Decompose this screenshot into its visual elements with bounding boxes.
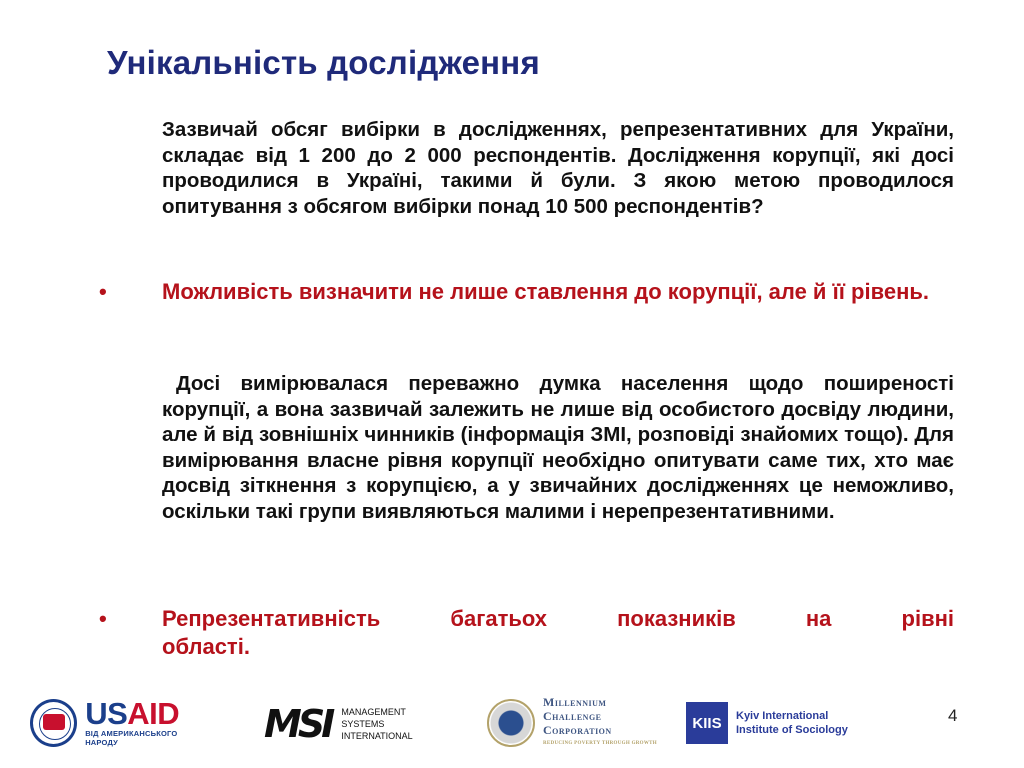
bullet-item-2 <box>99 605 954 661</box>
usaid-subtitle: ВІД АМЕРИКАНСЬКОГО НАРОДУ <box>85 729 178 747</box>
msi-mark-icon: MSI <box>264 702 332 746</box>
bullet-text <box>162 605 954 661</box>
mcc-tagline: REDUCING POVERTY THROUGH GROWTH <box>543 741 657 746</box>
bullet-marker: • <box>99 279 107 304</box>
page-number: 4 <box>948 706 958 725</box>
kiis-logo <box>686 702 866 744</box>
bullet-marker: • <box>99 606 107 631</box>
mcc-seal-icon <box>487 699 535 747</box>
slide-title: Унікальність дослідження <box>107 44 540 81</box>
intro-paragraph: Зазвичай обсяг вибірки в дослідженнях, репрезентативних для України, складає від 1 200 до 2 000 респондентів. Дослідження корупції, які досі проводилися в Україні, такими й були. З якою метою проводилося опитування з обсягом вибірки понад 10 500 респондентів? <box>162 118 954 218</box>
bullet-item-1 <box>99 278 954 306</box>
usaid-seal-icon <box>30 699 77 747</box>
mcc-name: Millennium Challenge Corporation REDUCING POVERTY THROUGH GROWTH <box>543 695 657 751</box>
bullet-text: Можливість визначити не лише ставлення до корупції, але й її рівень. <box>162 279 930 304</box>
usaid-wordmark: USAID <box>85 696 180 731</box>
explanation-paragraph: Досі вимірювалася переважно думка населення щодо поширеності корупції, а вона зазвичай залежить не лише від особистого досвіду людини, але й від зовнішніх чинників (інформація ЗМІ, розповіді знайомих тощо). Для вимірювання власне рівня корупції необхідно опитувати саме тих, хто має досвід зіткнення з корупцією, а у звичайних дослідженнях це неможливо, оскільки такі групи виявляються малими і нерепрезентативними. <box>162 372 954 523</box>
bullet-text-line-2: області. <box>162 634 250 659</box>
msi-logo <box>264 704 434 744</box>
kiis-name: Kyiv International Institute of Sociology <box>736 710 848 736</box>
usaid-logo <box>30 697 210 749</box>
kiis-mark-icon: KIIS <box>686 702 728 744</box>
mcc-logo <box>487 697 657 749</box>
msi-name: MANAGEMENT SYSTEMS INTERNATIONAL <box>341 707 413 741</box>
bullet-text-line-1: Репрезентативність багатьох показників на рівні <box>162 606 954 631</box>
